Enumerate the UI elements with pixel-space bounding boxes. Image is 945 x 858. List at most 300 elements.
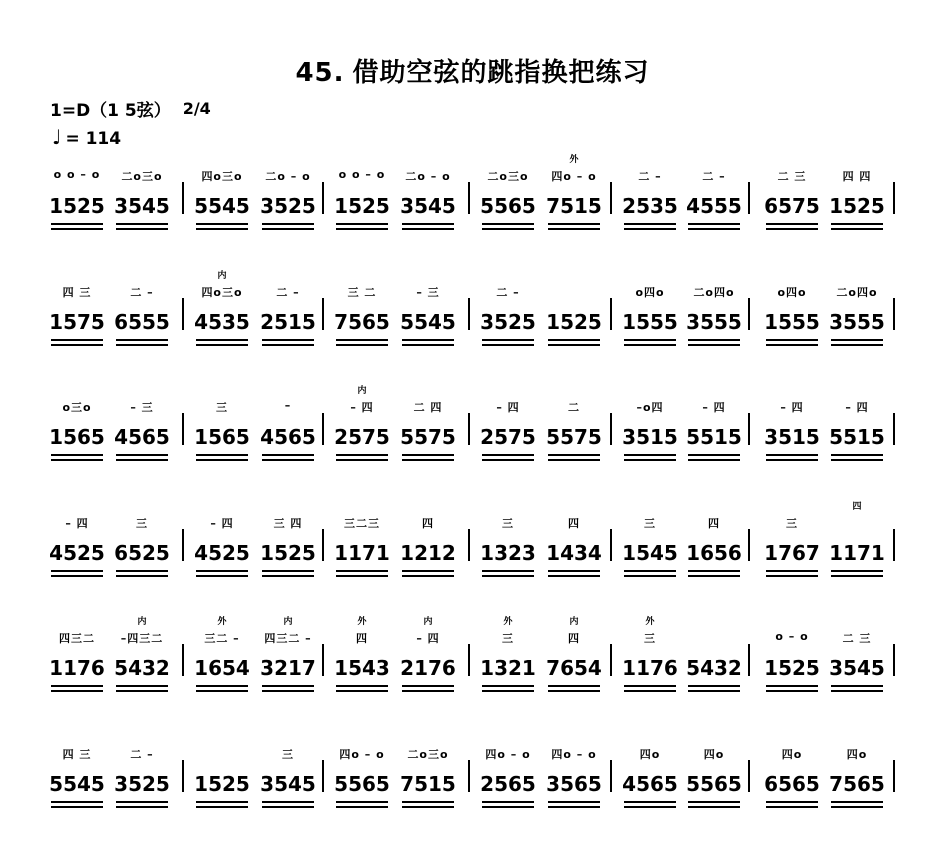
position-mark: 内 [217, 271, 227, 281]
beam-line-1 [262, 454, 314, 456]
fingering [618, 152, 682, 186]
finger-marks: – [284, 399, 292, 412]
fingering [396, 152, 460, 186]
finger-marks: – 四 [702, 401, 726, 414]
beam-line-2 [831, 228, 883, 230]
beam-line-2 [262, 344, 314, 346]
finger-marks: o四o [777, 286, 807, 299]
beam-line-1 [116, 339, 168, 341]
beam-line-2 [196, 459, 248, 461]
beam-line-1 [624, 223, 676, 225]
beam-line-1 [548, 454, 600, 456]
beam-line-2 [688, 575, 740, 577]
fingering [760, 614, 824, 648]
fingering [825, 268, 889, 302]
beam-line-1 [766, 454, 818, 456]
beam-line-1 [624, 801, 676, 803]
beam-line-1 [51, 570, 103, 572]
finger-marks: – 四 [496, 401, 520, 414]
beam-line-2 [51, 228, 103, 230]
fingering [256, 730, 320, 764]
beam-line-1 [624, 454, 676, 456]
note-numbers: 4535 [194, 310, 250, 334]
position-mark: 内 [357, 386, 367, 396]
score-row [0, 499, 945, 609]
beam-line-2 [482, 575, 534, 577]
finger-marks: 四o [703, 748, 725, 761]
note-numbers: 1767 [764, 541, 820, 565]
exercise-number: 45. [295, 58, 345, 88]
finger-marks: 四o – o [485, 748, 531, 761]
fingering [542, 152, 606, 186]
note-numbers: 4525 [194, 541, 250, 565]
fingering [45, 383, 109, 417]
finger-marks: –四三二 [120, 632, 164, 645]
bar-line [610, 413, 612, 445]
finger-marks: 二o三o [487, 170, 529, 183]
finger-marks: 二 四 [413, 401, 443, 414]
beam-line-1 [336, 223, 388, 225]
fingering [256, 614, 320, 648]
note-numbers: 7565 [334, 310, 390, 334]
beam-line-1 [831, 339, 883, 341]
position-mark: 内 [423, 617, 433, 627]
fingering [45, 499, 109, 533]
beam-line-1 [116, 223, 168, 225]
finger-marks: – 四 [780, 401, 804, 414]
finger-marks: 四 三 [62, 286, 92, 299]
beam-line-2 [116, 228, 168, 230]
finger-marks: 四o – o [551, 748, 597, 761]
finger-marks: 三 [136, 517, 148, 530]
beam-line-1 [482, 454, 534, 456]
bar-line [468, 182, 470, 214]
note-numbers: 6565 [764, 772, 820, 796]
note-numbers: 1525 [334, 194, 390, 218]
bar-line [322, 529, 324, 561]
note-numbers: 1434 [546, 541, 602, 565]
tempo-label: = 114 [65, 129, 122, 149]
beam-line-2 [402, 459, 454, 461]
fingering [618, 730, 682, 764]
beam-line-1 [624, 339, 676, 341]
beam-line-2 [196, 228, 248, 230]
finger-marks: 二o – o [405, 170, 451, 183]
finger-marks: 四 [568, 517, 580, 530]
note-numbers: 1171 [829, 541, 885, 565]
fingering [682, 614, 746, 648]
note-numbers: 1543 [334, 656, 390, 680]
note-numbers: 4525 [49, 541, 105, 565]
finger-marks: 四 三 [62, 748, 92, 761]
beam-line-1 [336, 570, 388, 572]
fingering [330, 152, 394, 186]
fingering [825, 152, 889, 186]
beam-line-2 [548, 690, 600, 692]
fingering [396, 383, 460, 417]
note-numbers: 3565 [546, 772, 602, 796]
bar-line [182, 298, 184, 330]
beam-line-1 [548, 570, 600, 572]
note-numbers: 2535 [622, 194, 678, 218]
beam-line-1 [831, 454, 883, 456]
fingering [825, 730, 889, 764]
beam-line-2 [262, 459, 314, 461]
finger-marks: 四o三o [201, 170, 243, 183]
finger-marks: 四三二 [59, 632, 95, 645]
bar-line [748, 182, 750, 214]
beam-line-1 [766, 570, 818, 572]
beam-line-1 [116, 801, 168, 803]
note-numbers: 2575 [334, 425, 390, 449]
beam-line-2 [402, 228, 454, 230]
note-numbers: 1171 [334, 541, 390, 565]
note-numbers: 1321 [480, 656, 536, 680]
finger-marks: – 四 [210, 517, 234, 530]
beam-line-2 [624, 806, 676, 808]
bar-line [893, 298, 895, 330]
bar-line [893, 529, 895, 561]
beam-line-2 [336, 459, 388, 461]
note-numbers: 1575 [49, 310, 105, 334]
beam-line-1 [482, 223, 534, 225]
note-numbers: 6555 [114, 310, 170, 334]
note-numbers: 1212 [400, 541, 456, 565]
note-numbers: 1176 [49, 656, 105, 680]
beam-line-2 [831, 806, 883, 808]
beam-line-1 [51, 339, 103, 341]
note-numbers: 1176 [622, 656, 678, 680]
key-label: 1=D（1 5弦） [50, 101, 171, 121]
finger-marks: 四o [639, 748, 661, 761]
beam-line-1 [831, 223, 883, 225]
beam-line-1 [548, 223, 600, 225]
fingering [542, 614, 606, 648]
note-numbers: 2176 [400, 656, 456, 680]
beam-line-1 [116, 570, 168, 572]
beam-line-2 [196, 575, 248, 577]
note-numbers: 1555 [764, 310, 820, 334]
fingering [682, 499, 746, 533]
fingering [682, 383, 746, 417]
bar-line [610, 182, 612, 214]
beam-line-2 [482, 344, 534, 346]
fingering [45, 730, 109, 764]
fingering [256, 268, 320, 302]
beam-line-1 [196, 801, 248, 803]
note-numbers: 5575 [546, 425, 602, 449]
fingering [256, 499, 320, 533]
note-numbers: 7654 [546, 656, 602, 680]
fingering [542, 499, 606, 533]
beam-line-1 [262, 801, 314, 803]
beam-line-1 [831, 801, 883, 803]
note-numbers: 2575 [480, 425, 536, 449]
beam-line-1 [51, 454, 103, 456]
beam-line-2 [336, 228, 388, 230]
note-numbers: 3555 [686, 310, 742, 334]
finger-marks: 三 [216, 401, 228, 414]
beam-line-2 [766, 806, 818, 808]
fingering [330, 499, 394, 533]
beam-line-2 [482, 459, 534, 461]
note-numbers: 3545 [400, 194, 456, 218]
finger-marks: 四o三o [201, 286, 243, 299]
note-numbers: 4565 [622, 772, 678, 796]
note-numbers: 2565 [480, 772, 536, 796]
position-mark: 外 [645, 617, 655, 627]
finger-marks: 二 – [130, 748, 154, 761]
note-numbers: 3525 [480, 310, 536, 334]
beam-line-2 [196, 344, 248, 346]
note-numbers: 1525 [194, 772, 250, 796]
finger-marks: o四o [635, 286, 665, 299]
beam-line-2 [688, 344, 740, 346]
fingering [190, 268, 254, 302]
bar-line [322, 298, 324, 330]
beam-line-2 [766, 459, 818, 461]
bar-line [893, 644, 895, 676]
note-numbers: 1525 [546, 310, 602, 334]
bar-line [182, 760, 184, 792]
beam-line-2 [766, 228, 818, 230]
beam-line-1 [688, 454, 740, 456]
position-mark: 四 [852, 502, 862, 512]
bar-line [182, 182, 184, 214]
fingering [190, 614, 254, 648]
beam-line-2 [548, 228, 600, 230]
fingering [760, 730, 824, 764]
beam-line-1 [196, 685, 248, 687]
beam-line-2 [831, 575, 883, 577]
beam-line-1 [688, 339, 740, 341]
note-numbers: 5432 [114, 656, 170, 680]
bar-line [322, 182, 324, 214]
finger-marks: 二 – [276, 286, 300, 299]
quarter-note-icon: ♩ [52, 125, 62, 149]
note-numbers: 3525 [260, 194, 316, 218]
fingering [682, 730, 746, 764]
note-numbers: 3217 [260, 656, 316, 680]
note-numbers: 5575 [400, 425, 456, 449]
beam-line-2 [624, 459, 676, 461]
beam-line-2 [116, 806, 168, 808]
finger-marks: 二 – [496, 286, 520, 299]
finger-marks: 二 三 [777, 170, 807, 183]
fingering [45, 152, 109, 186]
bar-line [893, 413, 895, 445]
fingering [476, 730, 540, 764]
bar-line [748, 760, 750, 792]
fingering [110, 730, 174, 764]
finger-marks: 三 [502, 632, 514, 645]
beam-line-2 [196, 690, 248, 692]
beam-line-1 [688, 570, 740, 572]
note-numbers: 1565 [49, 425, 105, 449]
fingering [396, 268, 460, 302]
finger-marks: 二 [568, 401, 580, 414]
beam-line-1 [548, 801, 600, 803]
finger-marks: o o – o [338, 168, 386, 181]
fingering [825, 614, 889, 648]
fingering [256, 152, 320, 186]
beam-line-1 [196, 454, 248, 456]
beam-line-1 [548, 339, 600, 341]
fingering [760, 268, 824, 302]
beam-line-2 [336, 690, 388, 692]
beam-line-1 [766, 339, 818, 341]
position-mark: 内 [569, 617, 579, 627]
finger-marks: 四三二 – [264, 632, 312, 645]
beam-line-1 [262, 570, 314, 572]
beam-line-1 [262, 685, 314, 687]
note-numbers: 1555 [622, 310, 678, 334]
bar-line [322, 644, 324, 676]
beam-line-1 [336, 454, 388, 456]
note-numbers: 7565 [829, 772, 885, 796]
note-numbers: 3515 [764, 425, 820, 449]
finger-marks: – 三 [416, 286, 440, 299]
note-numbers: 1323 [480, 541, 536, 565]
fingering [542, 383, 606, 417]
beam-line-2 [831, 459, 883, 461]
note-numbers: 3545 [114, 194, 170, 218]
finger-marks: – 四 [845, 401, 869, 414]
finger-marks: 二 – [702, 170, 726, 183]
note-numbers: 1525 [764, 656, 820, 680]
fingering [618, 383, 682, 417]
fingering [476, 268, 540, 302]
finger-marks: 三 [644, 517, 656, 530]
tempo-marking [52, 125, 121, 149]
beam-line-1 [196, 223, 248, 225]
fingering [330, 268, 394, 302]
position-mark: 外 [217, 617, 227, 627]
beam-line-1 [51, 685, 103, 687]
finger-marks: 四 [422, 517, 434, 530]
note-numbers: 5545 [194, 194, 250, 218]
beam-line-1 [402, 339, 454, 341]
beam-line-2 [548, 806, 600, 808]
beam-line-2 [402, 806, 454, 808]
bar-line [610, 644, 612, 676]
fingering [542, 268, 606, 302]
note-numbers: 4555 [686, 194, 742, 218]
beam-line-2 [688, 459, 740, 461]
beam-line-1 [116, 685, 168, 687]
key-signature [50, 96, 211, 121]
bar-line [748, 644, 750, 676]
beam-line-1 [624, 685, 676, 687]
beam-line-2 [482, 806, 534, 808]
beam-line-1 [196, 570, 248, 572]
fingering [760, 152, 824, 186]
finger-marks: o三o [62, 401, 92, 414]
beam-line-1 [482, 685, 534, 687]
beam-line-1 [688, 801, 740, 803]
finger-marks: o – o [775, 630, 809, 643]
beam-line-1 [402, 223, 454, 225]
beam-line-2 [51, 690, 103, 692]
beam-line-1 [336, 801, 388, 803]
bar-line [893, 760, 895, 792]
fingering [618, 614, 682, 648]
finger-marks: 三二三 [344, 517, 380, 530]
note-numbers: 4565 [260, 425, 316, 449]
beam-line-2 [688, 228, 740, 230]
beam-line-2 [548, 575, 600, 577]
note-numbers: 5565 [480, 194, 536, 218]
beam-line-1 [336, 339, 388, 341]
note-numbers: 5432 [686, 656, 742, 680]
finger-marks: 二o – o [265, 170, 311, 183]
beam-line-1 [688, 223, 740, 225]
fingering [256, 383, 320, 417]
finger-marks: 四 [708, 517, 720, 530]
beam-line-2 [116, 575, 168, 577]
finger-marks: 四o – o [339, 748, 385, 761]
beam-line-2 [482, 228, 534, 230]
fingering [760, 383, 824, 417]
beam-line-2 [116, 690, 168, 692]
fingering [110, 268, 174, 302]
fingering [45, 614, 109, 648]
beam-line-2 [196, 806, 248, 808]
note-numbers: 4565 [114, 425, 170, 449]
beam-line-1 [51, 223, 103, 225]
beam-line-1 [51, 801, 103, 803]
beam-line-1 [831, 570, 883, 572]
fingering [825, 383, 889, 417]
finger-marks: 二 – [638, 170, 662, 183]
bar-line [468, 644, 470, 676]
finger-marks: 三 [786, 517, 798, 530]
fingering [476, 499, 540, 533]
beam-line-2 [402, 690, 454, 692]
finger-marks: –o四 [636, 401, 664, 414]
fingering [542, 730, 606, 764]
beam-line-2 [831, 344, 883, 346]
finger-marks: 四 [356, 632, 368, 645]
fingering [825, 499, 889, 533]
score-row [0, 268, 945, 378]
beam-line-2 [262, 690, 314, 692]
note-numbers: 6575 [764, 194, 820, 218]
beam-line-2 [262, 228, 314, 230]
note-numbers: 6525 [114, 541, 170, 565]
finger-marks: – 四 [65, 517, 89, 530]
beam-line-2 [262, 806, 314, 808]
fingering [110, 152, 174, 186]
fingering [760, 499, 824, 533]
beam-line-2 [548, 344, 600, 346]
beam-line-1 [402, 570, 454, 572]
beam-line-2 [116, 344, 168, 346]
note-numbers: 7515 [546, 194, 602, 218]
bar-line [610, 529, 612, 561]
finger-marks: 四 四 [842, 170, 872, 183]
beam-line-1 [548, 685, 600, 687]
finger-marks: 四 [568, 632, 580, 645]
bar-line [182, 413, 184, 445]
beam-line-1 [766, 685, 818, 687]
note-numbers: 7515 [400, 772, 456, 796]
beam-line-1 [482, 570, 534, 572]
fingering [476, 152, 540, 186]
note-numbers: 5545 [400, 310, 456, 334]
fingering [476, 614, 540, 648]
beam-line-2 [336, 344, 388, 346]
